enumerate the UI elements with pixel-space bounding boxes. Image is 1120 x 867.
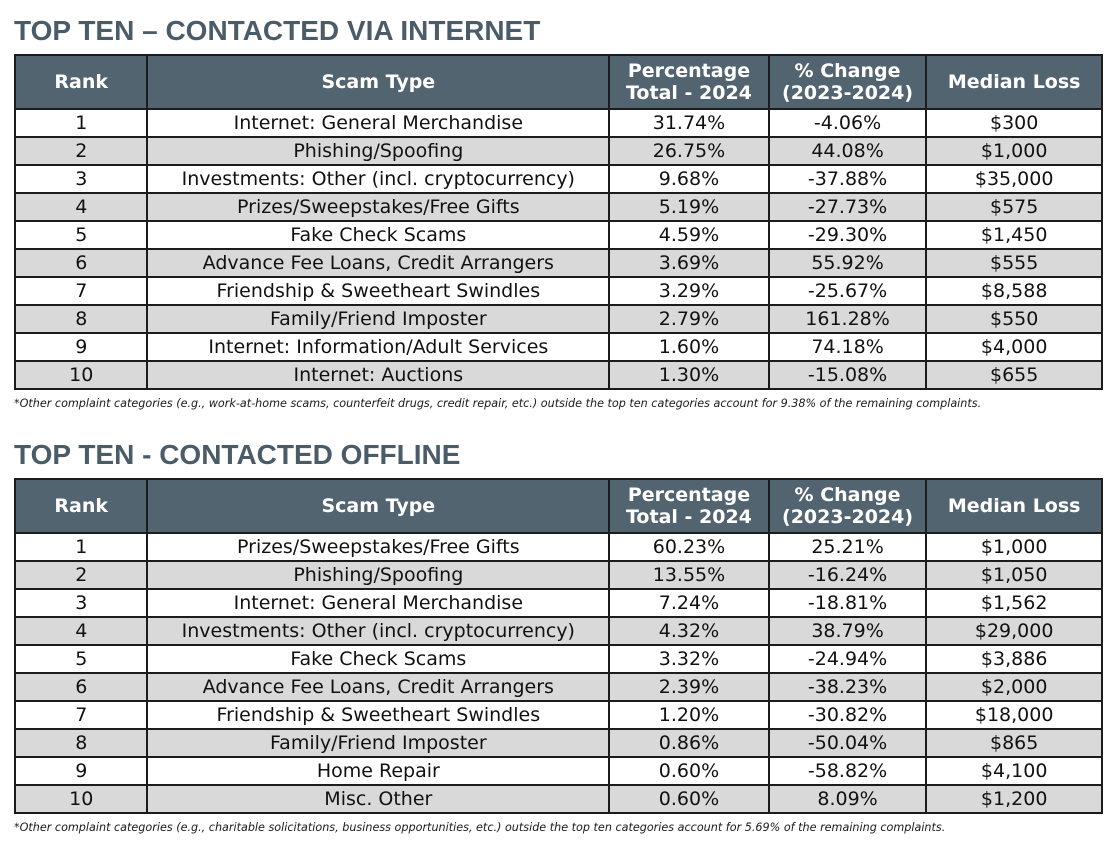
table-row — [15, 305, 1102, 333]
scam-type-cell: Friendship & Sweetheart Swindles — [147, 701, 609, 729]
median-loss-cell: $4,100 — [926, 757, 1102, 785]
table-row — [15, 277, 1102, 305]
table-row — [15, 249, 1102, 277]
change-cell: -27.73% — [769, 193, 927, 221]
table-row — [15, 589, 1102, 617]
table-row — [15, 361, 1102, 389]
percentage-cell: 3.32% — [609, 645, 769, 673]
median-loss-header: Median Loss — [926, 479, 1102, 533]
table-row — [15, 673, 1102, 701]
median-loss-header: Median Loss — [926, 55, 1102, 109]
median-loss-cell: $575 — [926, 193, 1102, 221]
table-header-row — [15, 55, 1102, 109]
scam-type-cell: Investments: Other (incl. cryptocurrency) — [147, 617, 609, 645]
percentage-cell: 4.59% — [609, 221, 769, 249]
scam-type-cell: Internet: Auctions — [147, 361, 609, 389]
rank-header: Rank — [15, 55, 147, 109]
table-header-row — [15, 479, 1102, 533]
header-line: Percentage — [627, 60, 751, 82]
percentage-cell: 1.60% — [609, 333, 769, 361]
scam-type-cell: Prizes/Sweepstakes/Free Gifts — [147, 193, 609, 221]
percentage-cell: 3.69% — [609, 249, 769, 277]
rank-header: Rank — [15, 479, 147, 533]
median-loss-cell: $18,000 — [926, 701, 1102, 729]
table-body — [15, 533, 1102, 813]
scam-type-cell: Advance Fee Loans, Credit Arrangers — [147, 249, 609, 277]
change-cell: 161.28% — [769, 305, 927, 333]
change-cell: -16.24% — [769, 561, 927, 589]
table-row — [15, 165, 1102, 193]
change-cell: -24.94% — [769, 645, 927, 673]
median-loss-cell: $2,000 — [926, 673, 1102, 701]
scam-type-header: Scam Type — [147, 55, 609, 109]
change-cell: -15.08% — [769, 361, 927, 389]
median-loss-cell: $29,000 — [926, 617, 1102, 645]
rank-cell: 3 — [15, 165, 147, 193]
scam-type-cell: Internet: Information/Adult Services — [147, 333, 609, 361]
change-cell: -25.67% — [769, 277, 927, 305]
percentage-cell: 0.86% — [609, 729, 769, 757]
median-loss-cell: $35,000 — [926, 165, 1102, 193]
median-loss-cell: $1,562 — [926, 589, 1102, 617]
rank-cell: 7 — [15, 277, 147, 305]
rank-cell: 9 — [15, 333, 147, 361]
header-line: (2023-2024) — [782, 506, 914, 528]
percentage-cell: 5.19% — [609, 193, 769, 221]
percentage-cell: 1.20% — [609, 701, 769, 729]
change-cell: 38.79% — [769, 617, 927, 645]
rank-cell: 10 — [15, 361, 147, 389]
scam-type-cell: Prizes/Sweepstakes/Free Gifts — [147, 533, 609, 561]
scam-type-cell: Fake Check Scams — [147, 221, 609, 249]
median-loss-cell: $1,000 — [926, 533, 1102, 561]
table-row — [15, 561, 1102, 589]
header-line: Total - 2024 — [626, 506, 752, 528]
change-cell: -50.04% — [769, 729, 927, 757]
table-row — [15, 729, 1102, 757]
rank-cell: 5 — [15, 221, 147, 249]
median-loss-cell: $8,588 — [926, 277, 1102, 305]
change-cell: 74.18% — [769, 333, 927, 361]
table-row — [15, 701, 1102, 729]
median-loss-cell: $1,050 — [926, 561, 1102, 589]
table-row — [15, 333, 1102, 361]
table-row — [15, 137, 1102, 165]
footnote: *Other complaint categories (e.g., work-at-home scams, counterfeit drugs, credit repair, etc.) outside the top ten categories account for 9.38% of the remaining complaints. — [14, 397, 982, 410]
rank-cell: 5 — [15, 645, 147, 673]
rank-cell: 1 — [15, 533, 147, 561]
median-loss-cell: $3,886 — [926, 645, 1102, 673]
change-cell: -30.82% — [769, 701, 927, 729]
internet-section — [14, 14, 1104, 410]
rank-cell: 8 — [15, 729, 147, 757]
percentage-cell: 1.30% — [609, 361, 769, 389]
change-cell: 25.21% — [769, 533, 927, 561]
section-title: TOP TEN - CONTACTED OFFLINE — [14, 439, 461, 470]
rank-cell: 4 — [15, 193, 147, 221]
table-row — [15, 617, 1102, 645]
scam-type-cell: Misc. Other — [147, 785, 609, 813]
rank-cell: 2 — [15, 137, 147, 165]
scam-type-cell: Internet: General Merchandise — [147, 109, 609, 137]
offline-table — [14, 478, 1103, 814]
change-cell: 44.08% — [769, 137, 927, 165]
change-header — [769, 55, 927, 109]
scam-type-cell: Investments: Other (incl. cryptocurrency) — [147, 165, 609, 193]
percentage-cell: 2.79% — [609, 305, 769, 333]
table-row — [15, 193, 1102, 221]
table-body — [15, 109, 1102, 389]
median-loss-cell: $550 — [926, 305, 1102, 333]
header-line: % Change — [794, 484, 901, 506]
change-cell: -38.23% — [769, 673, 927, 701]
rank-cell: 9 — [15, 757, 147, 785]
percentage-cell: 7.24% — [609, 589, 769, 617]
scam-type-cell: Advance Fee Loans, Credit Arrangers — [147, 673, 609, 701]
median-loss-cell: $555 — [926, 249, 1102, 277]
median-loss-cell: $1,450 — [926, 221, 1102, 249]
median-loss-cell: $4,000 — [926, 333, 1102, 361]
rank-cell: 2 — [15, 561, 147, 589]
table-row — [15, 109, 1102, 137]
scam-type-cell: Family/Friend Imposter — [147, 305, 609, 333]
percentage-cell: 0.60% — [609, 785, 769, 813]
rank-cell: 7 — [15, 701, 147, 729]
rank-cell: 4 — [15, 617, 147, 645]
percentage-cell: 31.74% — [609, 109, 769, 137]
median-loss-cell: $865 — [926, 729, 1102, 757]
change-cell: 8.09% — [769, 785, 927, 813]
percentage-cell: 9.68% — [609, 165, 769, 193]
rank-cell: 8 — [15, 305, 147, 333]
table-row — [15, 533, 1102, 561]
section-title: TOP TEN – CONTACTED VIA INTERNET — [14, 15, 541, 46]
scam-type-cell: Phishing/Spoofing — [147, 561, 609, 589]
scam-type-cell: Home Repair — [147, 757, 609, 785]
scam-type-cell: Friendship & Sweetheart Swindles — [147, 277, 609, 305]
change-cell: -29.30% — [769, 221, 927, 249]
rank-cell: 10 — [15, 785, 147, 813]
internet-table — [14, 54, 1103, 390]
scam-type-cell: Phishing/Spoofing — [147, 137, 609, 165]
rank-cell: 6 — [15, 249, 147, 277]
change-header — [769, 479, 927, 533]
header-line: % Change — [794, 60, 901, 82]
percentage-cell: 4.32% — [609, 617, 769, 645]
percentage-cell: 13.55% — [609, 561, 769, 589]
scam-type-header: Scam Type — [147, 479, 609, 533]
rank-cell: 3 — [15, 589, 147, 617]
change-cell: -58.82% — [769, 757, 927, 785]
median-loss-cell: $1,200 — [926, 785, 1102, 813]
change-cell: 55.92% — [769, 249, 927, 277]
percentage-cell: 0.60% — [609, 757, 769, 785]
percentage-cell: 26.75% — [609, 137, 769, 165]
header-line: (2023-2024) — [782, 82, 914, 104]
change-cell: -4.06% — [769, 109, 927, 137]
percentage-header — [609, 479, 769, 533]
percentage-cell: 3.29% — [609, 277, 769, 305]
percentage-cell: 2.39% — [609, 673, 769, 701]
header-line: Percentage — [627, 484, 751, 506]
median-loss-cell: $655 — [926, 361, 1102, 389]
header-line: Total - 2024 — [626, 82, 752, 104]
median-loss-cell: $1,000 — [926, 137, 1102, 165]
table-row — [15, 221, 1102, 249]
change-cell: -37.88% — [769, 165, 927, 193]
scam-type-cell: Internet: General Merchandise — [147, 589, 609, 617]
table-row — [15, 757, 1102, 785]
footnote: *Other complaint categories (e.g., charitable solicitations, business opportunities, etc.) outside the top ten categories account for 5.69% of the remaining complaints. — [14, 821, 946, 834]
median-loss-cell: $300 — [926, 109, 1102, 137]
scam-type-cell: Fake Check Scams — [147, 645, 609, 673]
offline-section — [14, 438, 1104, 834]
rank-cell: 1 — [15, 109, 147, 137]
table-row — [15, 645, 1102, 673]
table-row — [15, 785, 1102, 813]
percentage-cell: 60.23% — [609, 533, 769, 561]
percentage-header — [609, 55, 769, 109]
rank-cell: 6 — [15, 673, 147, 701]
scam-type-cell: Family/Friend Imposter — [147, 729, 609, 757]
change-cell: -18.81% — [769, 589, 927, 617]
